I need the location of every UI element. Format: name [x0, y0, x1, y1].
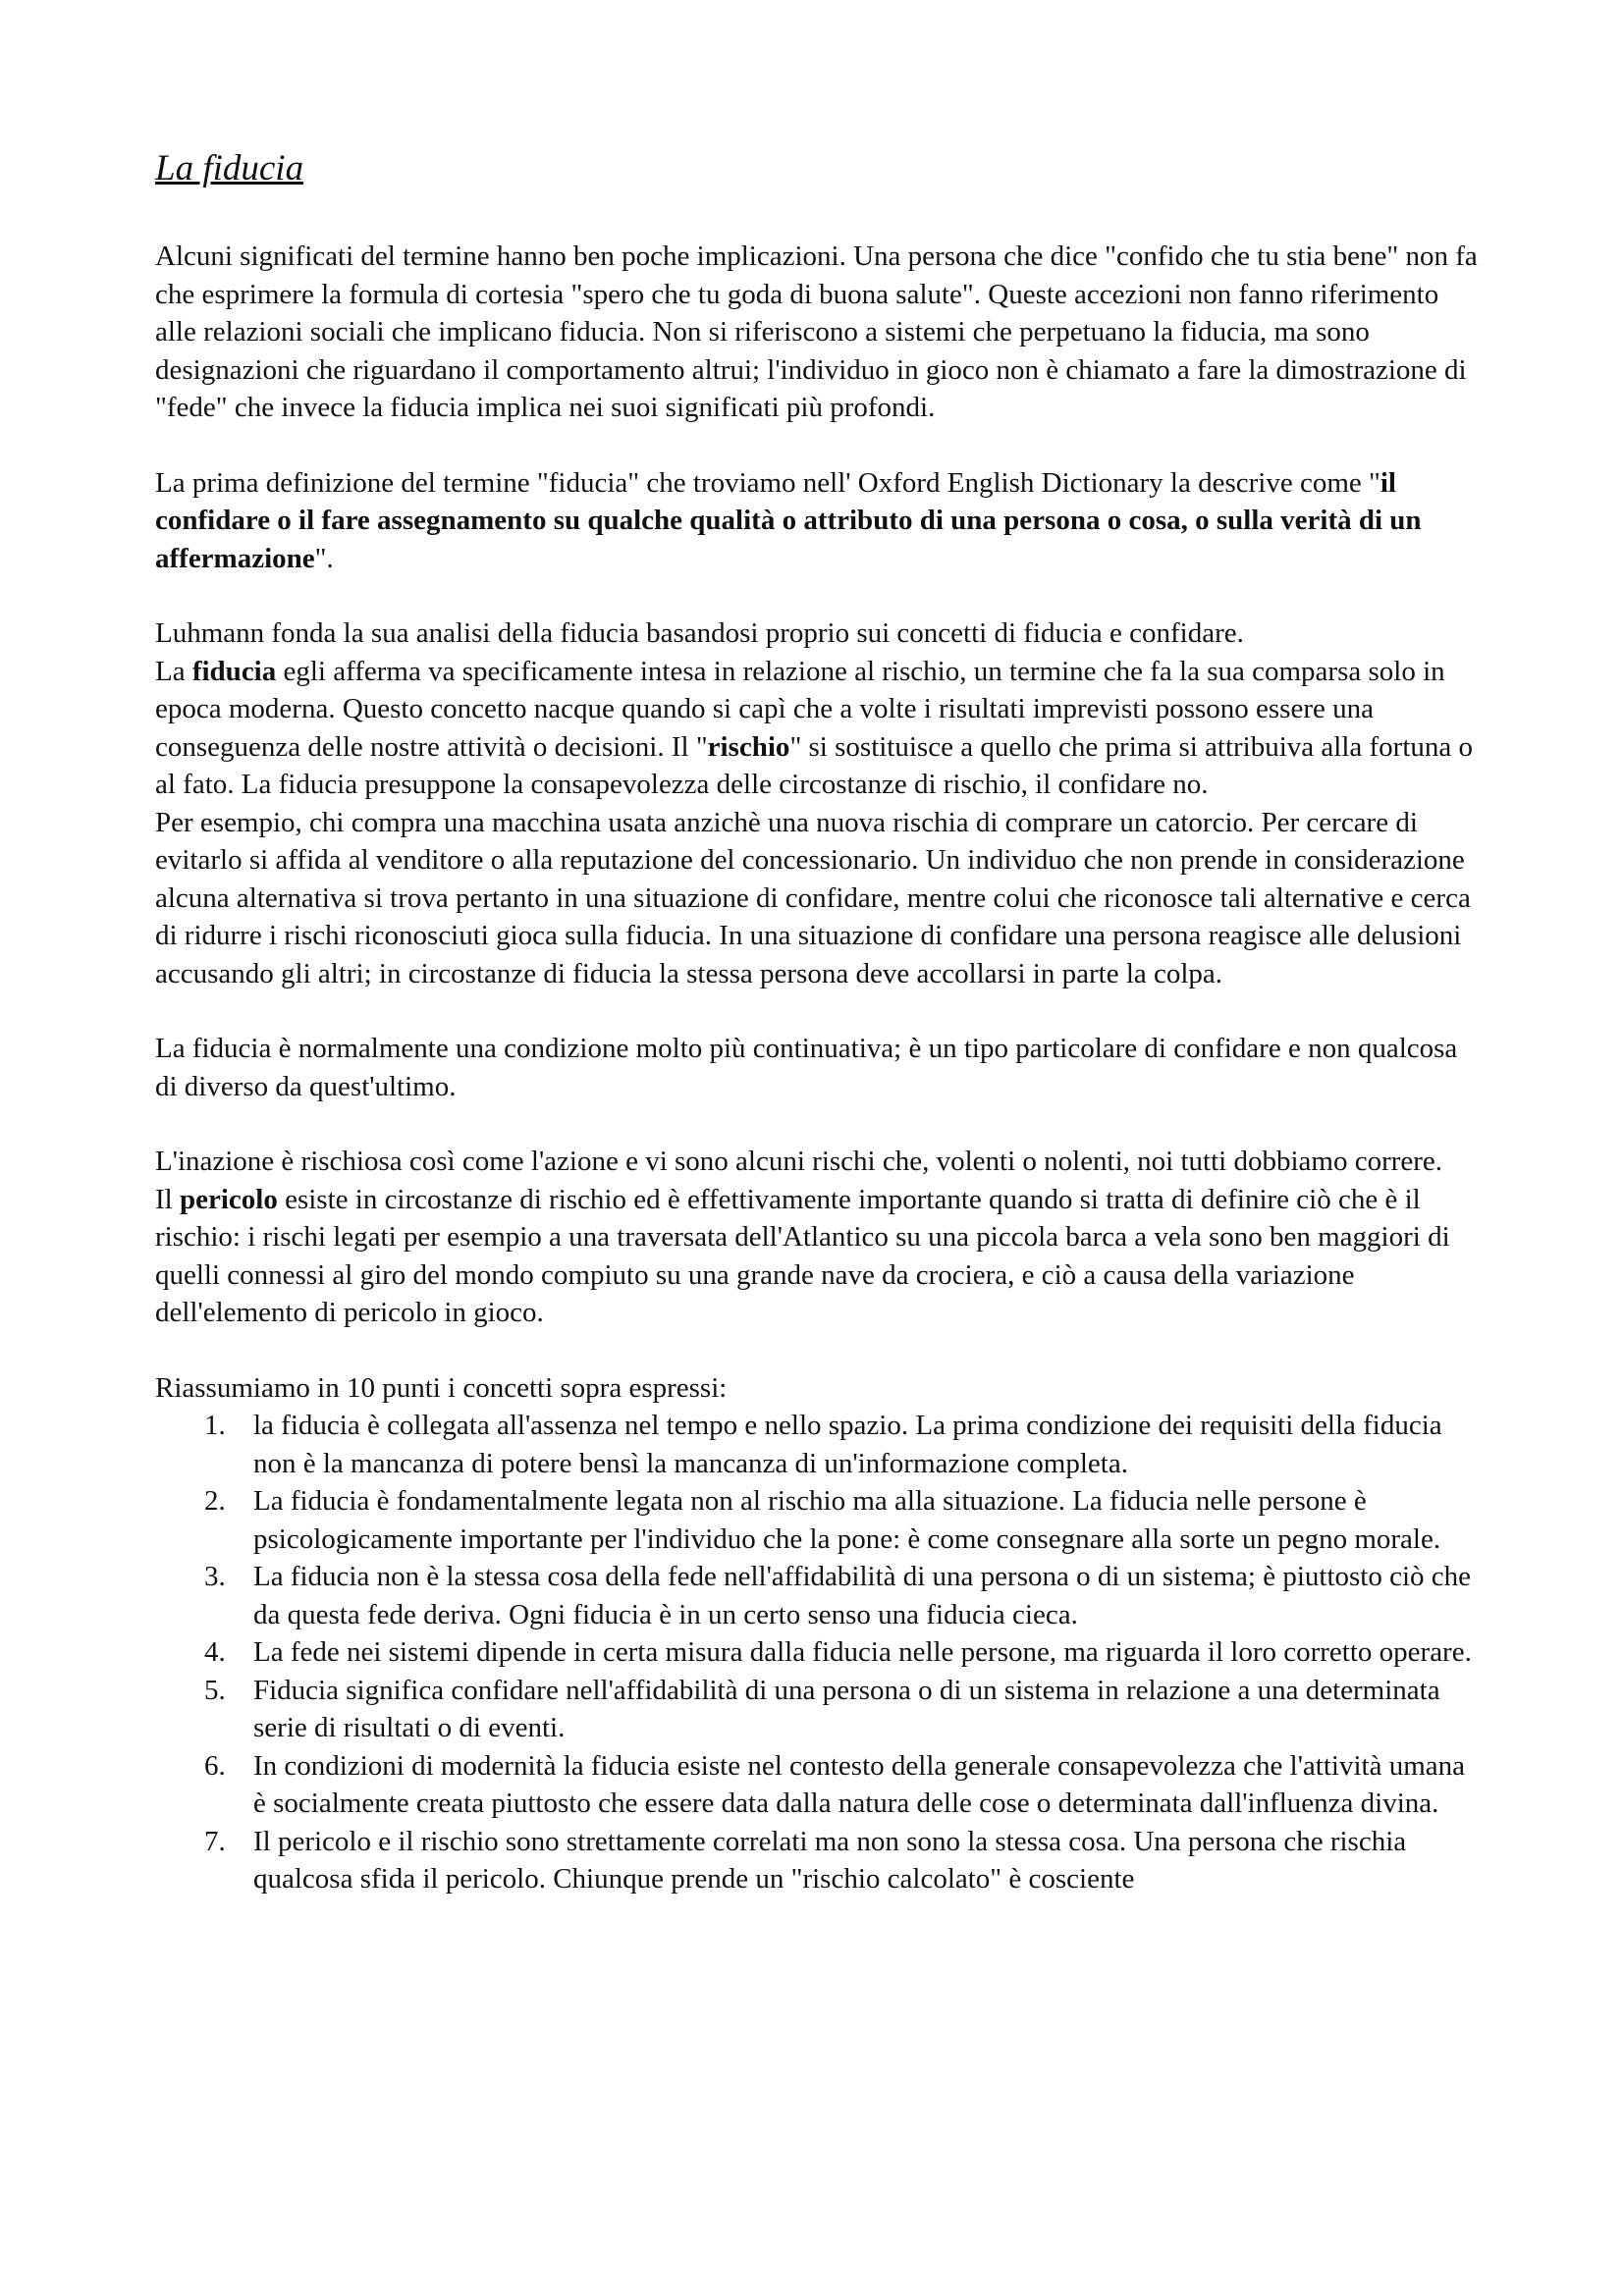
text-span: esiste in circostanze di rischio ed è effettivamente importante quando si tratta di definire ciò che è il rischio: i rischi legati per esempio a una traversata dell'Atlantico su una piccola barca a vela sono ben maggiori di quelli connessi al giro del mondo compiuto su una grande nave da crociera, e ciò a causa della variazione dell'elemento di pericolo in gioco. — [155, 1183, 1450, 1329]
list-number: 4. — [204, 1636, 226, 1669]
list-number: 3. — [204, 1561, 226, 1593]
list-text: La fiducia non è la stessa cosa della fede nell'affidabilità di una persona o di un sistema; è piuttosto ciò che da questa fede deriva. Ogni fiducia è in un certo senso una fiducia cieca. — [253, 1561, 1472, 1630]
list-text: Il pericolo e il rischio sono strettamente correlati ma non sono la stessa cosa. Una persona che rischia qualcosa sfida il pericolo. Chiunque prende un "rischio calcolato" è cosciente — [253, 1825, 1407, 1896]
bold-term-rischio: rischio — [707, 730, 790, 763]
paragraph-2 — [155, 464, 1481, 578]
text-span: egli afferma va specificamente intesa in relazione al rischio, un termine che fa la sua comparsa solo in epoca moderna. Questo concetto nacque quando si capì che a volte i risultati imprevisti possono essere una conseguenza delle nostre attività o decisioni. Il " — [155, 655, 1445, 763]
bold-definition: il confidare o il fare assegnamento su qualche qualità o attributo di una persona o cosa, o sulla verità di un affermazione — [155, 466, 1422, 574]
text-span: L'inazione è rischiosa così come l'azione e vi sono alcuni rischi che, volenti o nolenti, noi tutti dobbiamo correre. — [155, 1146, 1443, 1178]
text-span: Per esempio, chi compra una macchina usata anzichè una nuova rischia di comprare un catorcio. Per cercare di evitarlo si affida al venditore o alla reputazione del concessionario. Un individuo che non prende in considerazione alcuna alternativa si trova pertanto in una situazione di confidare, mentre colui che riconosce tali alternative e cerca di ridurre i rischi riconosciuti gioca sulla fiducia. In una situazione di confidare una persona reagisce alle delusioni accusando gli altri; in circostanze di fiducia la stessa persona deve accollarsi in parte la colpa. — [155, 806, 1471, 989]
list-item — [155, 1482, 1481, 1558]
paragraph-1: Alcuni significati del termine hanno ben poche implicazioni. Una persona che dice "confido che tu stia bene" non fa che esprimere la formula di cortesia "spero che tu goda di buona salute". Queste accezioni non fanno riferimento alle relazioni sociali che implicano fiducia. Non si riferiscono a sistemi che perpetuano la fiducia, ma sono designazioni che riguardano il comportamento altrui; l'individuo in gioco non è chiamato a fare la dimostrazione di "fede" che invece la fiducia implica nei suoi significati più profondi. — [155, 240, 1478, 424]
list-number: 1. — [204, 1410, 226, 1442]
list-item — [155, 1407, 1481, 1482]
list-number: 7. — [204, 1825, 226, 1857]
list-text: Fiducia significa confidare nell'affidabilità di una persona o di un sistema in relazione a una determinata serie di risultati o di eventi. — [253, 1674, 1440, 1744]
list-number: 6. — [204, 1749, 226, 1782]
list-item — [155, 1823, 1481, 1898]
list-intro: Riassumiamo in 10 punti i concetti sopra espressi: — [155, 1371, 728, 1404]
text-span: Il — [155, 1183, 180, 1215]
list-text: la fiducia è collegata all'assenza nel tempo e nello spazio. La prima condizione dei requisiti della fiducia non è la mancanza di potere bensì la mancanza di un'informazione completa. — [253, 1410, 1442, 1479]
bold-term-pericolo: pericolo — [179, 1183, 278, 1215]
points-list — [155, 1407, 1481, 1898]
paragraph-5 — [155, 1143, 1481, 1332]
text-span: La — [155, 655, 192, 687]
document-page — [155, 147, 1481, 1898]
text-span: ". — [314, 542, 334, 574]
list-number: 2. — [204, 1485, 226, 1518]
list-item — [155, 1558, 1481, 1633]
list-text: La fiducia è fondamentalmente legata non al rischio ma alla situazione. La fiducia nelle persone è psicologicamente importante per l'individuo che la pone: è come consegnare alla sorte un pegno morale. — [253, 1485, 1441, 1555]
list-item — [155, 1747, 1481, 1823]
list-text: La fede nei sistemi dipende in certa misura dalla fiducia nelle persone, ma riguarda il loro corretto operare. — [253, 1636, 1472, 1669]
list-item — [155, 1633, 1481, 1672]
text-span: " si sostituisce a quello che prima si attribuiva alla fortuna o al fato. La fiducia presuppone la consapevolezza delle circostanze di rischio, il confidare no. — [155, 730, 1474, 801]
list-text: In condizioni di modernità la fiducia esiste nel contesto della generale consapevolezza che l'attività umana è socialmente creata piuttosto che essere data dalla natura delle cose o determinata dall'influenza divina. — [253, 1749, 1466, 1820]
paragraph-3 — [155, 614, 1481, 992]
bold-term-fiducia: fiducia — [191, 655, 277, 687]
list-item — [155, 1672, 1481, 1747]
paragraph-4: La fiducia è normalmente una condizione molto più continuativa; è un tipo particolare di confidare e non qualcosa di diverso da quest'ultimo. — [155, 1033, 1458, 1102]
list-number: 5. — [204, 1674, 226, 1706]
text-span: La prima definizione del termine "fiducia" che troviamo nell' Oxford English Dictionary la descrive come " — [155, 466, 1380, 499]
document-title: La fiducia — [155, 148, 304, 188]
text-span: Luhmann fonda la sua analisi della fiducia basandosi proprio sui concetti di fiducia e confidare. — [155, 617, 1244, 650]
